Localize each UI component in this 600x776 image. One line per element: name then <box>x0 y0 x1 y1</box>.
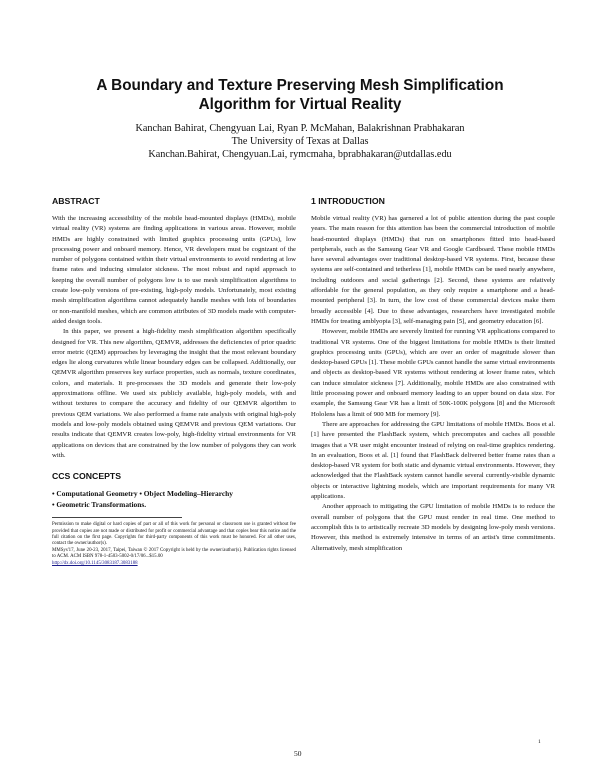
introduction-heading: 1 INTRODUCTION <box>311 196 385 206</box>
abstract-heading: ABSTRACT <box>52 196 100 206</box>
corner-mark: 1 <box>538 739 541 745</box>
abstract-paragraph-1: With the increasing accessibility of the mobile head-mounted displays (HMDs), mobile virtual reality (VR) systems are finding applications in various areas. However, mobile HMDs are highly constrained with limited graphics processing units (GPUs), low processing power and onboard memory. Hence, VR developers must be cognizant of the number of polygons contained within their virtual environments to avoid rendering at low frame rates and inducing simulator sickness. The most robust and rapid approach to keeping the overall number of polygons low is to use mesh simplification algorithms to create low-poly versions of pre-existing, high-poly models. Unfortunately, most existing mesh simplification algorithms cannot adequately handle meshes with lots of boundaries or non-manifold meshes, which are common attributes of 3D models made with computer-aided design tools. <box>52 215 296 325</box>
abstract-paragraph-2: In this paper, we present a high-fidelity mesh simplification algorithm specifically designed for VR. This new algorithm, QEMVR, addresses the deficiencies of prior quadric error metric (QEM) approaches by leveraging the insight that the most relevant boundary edges lie along curvatures while linear boundary edges can be collapsed. Additionally, our QEMVR algorithm preserves key surface properties, such as normals, texture coordinates, colors, and materials. It pre-processes the 3D models and generate their low-poly approximations offline. We used six publicly available, high-poly models, with and without textures to compare the accuracy and fidelity of our QEMVR algorithm to previous QEM variations. We also performed a frame rate analysis with original high-poly models and low-poly models obtained using QEMVR and previous QEM variations. Our results indicate that QEMVR creates low-poly, high-fidelity virtual environments for VR applications on devices that are constrained by the low number of polygons they can work with. <box>52 328 296 459</box>
doi-link[interactable]: http://dx.doi.org/10.1145/3083187.3083188 <box>52 560 138 566</box>
ccs-concepts-line-2: • Geometric Transformations. <box>52 499 147 509</box>
permission-text: Permission to make digital or hard copies of part or all of this work for personal or classroom use is granted without fee provided that copies are not made or distributed for profit or commercial advantage and that copies bear this notice and the full citation on the first page. Copyrights for third-party components of this work must be honored. For all other uses, contact the owner/author(s). <box>52 522 296 547</box>
intro-paragraph-2: However, mobile HMDs are severely limited for running VR applications compared to traditional VR systems. One of the biggest limitations for mobile HMDs is their limited graphics processing units (GPUs), which are over an order of magnitude slower than desktop-based GPUs [1]. These mobile GPUs cannot handle the same virtual environments and objects as desktop-based VR systems without rendering at lower frame rates, which can induce simulator sickness [7]. Additionally, mobile HMDs are also constrained with little processing power and onboard memory leading to an upper bound on data size. For example, the Samsung Gear VR has a limit of 50K-100K polygons [8] and the Microsoft Hololens has a limit of 900 MB for memory [9]. <box>311 328 555 418</box>
left-column <box>52 196 296 567</box>
paper-title <box>40 76 560 114</box>
intro-paragraph-3: There are approaches for addressing the GPU limitations of mobile HMDs. Boos et al. [1] have presented the FlashBack system, which precomputes and caches all possible images that a VR user might encounter instead of relying on real-time graphics rendering. In an evaluation, Boos et al. [1] found that FlashBack delivered better frame rates than a desktop-based VR system for both static and dynamic virtual environments. However, they acknowledged that the FlashBack system cannot handle several currently-visible dynamic objects or interactive lightning models, which are important requirements for many VR applications. <box>311 420 555 501</box>
title-line-1: A Boundary and Texture Preserving Mesh Simplification <box>96 77 504 94</box>
page-number: 50 <box>294 749 302 758</box>
title-line-2: Algorithm for Virtual Reality <box>198 96 402 113</box>
ccs-heading: CCS CONCEPTS <box>52 471 122 482</box>
ccs-concepts-line-1: • Computational Geometry • Object Modeling–Hierarchy <box>52 489 233 499</box>
venue-text: MMSys'17, June 20-23, 2017, Taipei, Taiwan © 2017 Copyright is held by the owner/author(s). Publication rights licensed to ACM. ACM ISBN 978-1-4503-5002-0/17/06...$15.00 <box>52 547 296 560</box>
author-emails: Kanchan.Bahirat, Chengyuan.Lai, rymcmaha, bprabhakaran@utdallas.edu <box>148 149 452 160</box>
right-column <box>311 196 555 554</box>
author-block <box>40 122 560 161</box>
affiliation: The University of Texas at Dallas <box>231 136 369 147</box>
footnote-rule <box>52 517 182 518</box>
intro-paragraph-1: Mobile virtual reality (VR) has garnered a lot of public attention during the past couple years. The main reason for this attention has been the commercial introduction of mobile head-mounted displays (HMDs) that run on smartphones fitted into head-based peripherals, such as the Samsung Gear VR and Google Cardboard. These mobile HMDs have several advantages over traditional desktop-based VR systems. First, because these systems are self-contained and tetherless [1], mobile HMDs can be used nearly anywhere, including outdoors and social gatherings [2]. Second, these systems are relatively affordable for the general population, as they only require a smartphone and a head-mounted peripheral [3]. In turn, the low cost of these commercial devices make them broadly accessible [4]. Due to these advantages, researchers have investigated mobile HMDs for treating amblyopia [3], self-managing pain [5], and geometry education [6]. <box>311 215 555 325</box>
author-names: Kanchan Bahirat, Chengyuan Lai, Ryan P. McMahan, Balakrishnan Prabhakaran <box>135 123 465 134</box>
intro-paragraph-4: Another approach to mitigating the GPU limitation of mobile HMDs is to reduce the overall number of polygons that the GPU must render in real time. One method to accomplish this is to artistically recreate 3D models by designing low-poly mesh versions. However, this method is extremely intensive in terms of an artist's time commitments. Alternatively, mesh simplification <box>311 503 555 552</box>
permission-footnote <box>52 522 296 567</box>
